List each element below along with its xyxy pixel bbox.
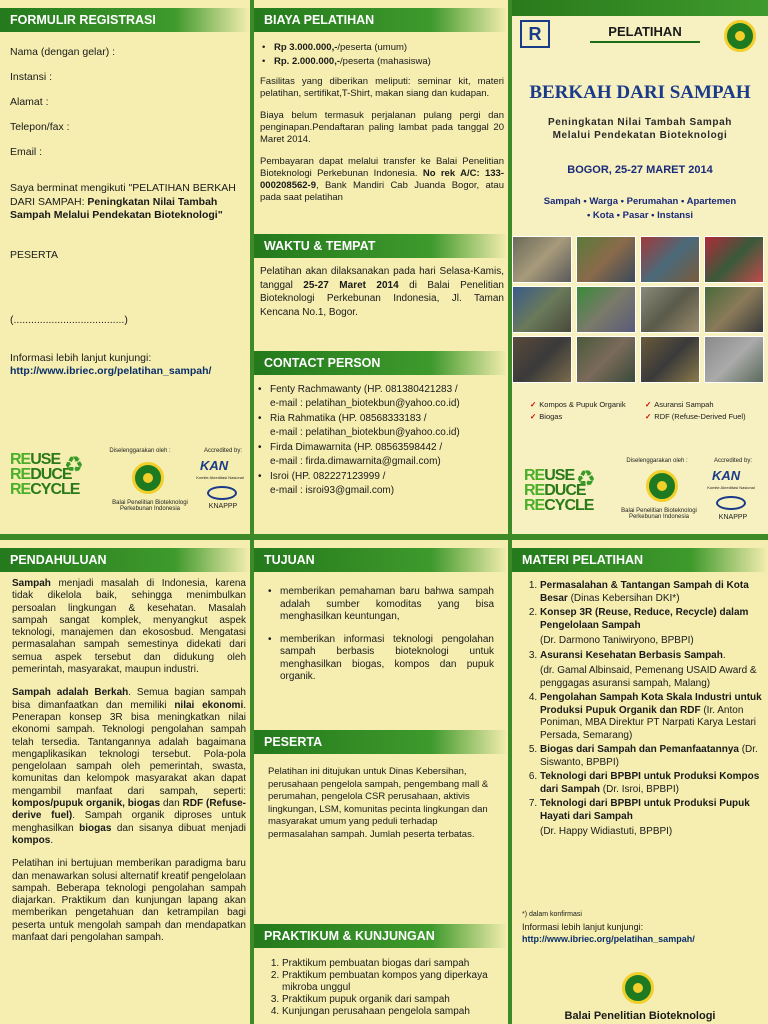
fees-exclusions: Biaya belum termasuk perjalanan pulang pergi dan penginapan.Pendaftaran paling lambat pada tanggal 20 Maret 2014. <box>260 110 504 145</box>
product-item: ✓ Biogas <box>530 412 563 421</box>
kan-subtitle: Komite Akreditasi Nasional <box>196 475 244 480</box>
product-item: ✓ Kompos & Pupuk Organik <box>530 400 626 409</box>
bppbi-name: Balai Penelitian Bioteknologi Perkebunan Indonesia <box>621 508 697 520</box>
contact-item: • Firda Dimawarnita (HP. 08563598442 / e-mail : firda.dimawarnita@gmail.com) <box>256 441 506 468</box>
fee-item-umum: • Rp 3.000.000,-/peserta (umum) <box>260 42 504 54</box>
contact-item: • Isroi (HP. 082227123999 / e-mail : isroi93@gmail.com) <box>256 470 506 497</box>
intro-body <box>12 578 246 944</box>
fold-divider-left <box>250 0 254 1024</box>
waste-photo <box>640 236 700 283</box>
peserta-label: PESERTA <box>10 248 59 261</box>
participants-header: PESERTA <box>254 730 508 754</box>
waste-photo <box>640 286 700 333</box>
goals-header: TUJUAN <box>254 548 508 572</box>
ppk-logo-icon: R <box>520 20 550 48</box>
reuse-reduce-recycle-logo: REUSE REDUCE RECYCLE <box>10 451 80 498</box>
materials-header: MATERI PELATIHAN <box>512 548 768 572</box>
field-instansi-label: Instansi : <box>10 71 53 83</box>
accredited-by-label: Accredited by: <box>713 458 753 464</box>
goal-item: • memberikan informasi teknologi pengolahan sampah berbasis bioteknologi untuk menghasilkan biogas, kompos dan pupuk organik. <box>266 634 494 684</box>
waste-photo <box>576 236 636 283</box>
fee-list <box>260 42 504 68</box>
knappp-emblem-icon <box>207 486 237 500</box>
kan-logo: KAN <box>712 468 741 483</box>
cover-title: BERKAH DARI SAMPAH <box>529 82 751 103</box>
bppbi-seal-icon <box>646 470 678 502</box>
material-item: 3. Asuransi Kesehatan Berbasis Sampah. (dr. Gamal Albinsaid, Pemenang USAID Award & penggagas asuransi sampah, Malang) <box>540 650 762 691</box>
registration-form <box>10 46 246 379</box>
contact-item: • Ria Rahmatika (HP. 08568333183 / e-mail : pelatihan_biotekbun@yahoo.co.id) <box>256 412 506 439</box>
materials-info: Informasi lebih lanjut kunjungi: http://www.ibriec.org/pelatihan_sampah/ <box>522 922 695 944</box>
goal-item: • memberikan pemahaman baru bahwa sampah adalah sumber komoditas yang bisa menghasilkan keuntungan, <box>266 586 494 624</box>
knappp-label: KNAPPP <box>718 514 748 521</box>
waste-photo <box>704 336 764 383</box>
organized-by-label: Diselenggarakan oleh : <box>109 448 171 454</box>
kan-subtitle: Komite Akreditasi Nasional <box>707 485 755 490</box>
material-item: 7. Teknologi dari BPBPI untuk Produksi Pupuk Hayati dari Sampah (Dr. Happy Widiastuti, BPBPI) <box>540 798 762 839</box>
bppbi-name: Balai Penelitian Bioteknologi Perkebunan Indonesia <box>112 500 188 512</box>
fold-divider-horizontal <box>0 534 768 540</box>
waste-photo <box>704 286 764 333</box>
recycle-icon: ♻ <box>64 452 84 477</box>
fee-item-mahasiswa: • Rp. 2.000.000,-/peserta (mahasiswa) <box>260 56 504 68</box>
practicum-list <box>264 958 494 1018</box>
waste-photo <box>576 286 636 333</box>
cover-top-bar <box>512 0 768 16</box>
info-link[interactable]: http://www.ibriec.org/pelatihan_sampah/ <box>10 365 212 377</box>
waste-photo <box>640 336 700 383</box>
field-telepon-label: Telepon/fax : <box>10 121 70 133</box>
confirmation-note: *) dalam konfirmasi <box>522 911 582 918</box>
contact-list <box>256 383 506 499</box>
signature-line: (......................................) <box>10 314 128 326</box>
practicum-item: 4. Kunjungan perusahaan pengelola sampah <box>282 1006 494 1018</box>
bppbi-seal-icon <box>132 462 164 494</box>
practicum-item: 1. Praktikum pembuatan biogas dari sampah <box>282 958 494 970</box>
reuse-reduce-recycle-logo: REUSE REDUCE RECYCLE <box>524 467 594 514</box>
waste-photo <box>576 336 636 383</box>
materials-info-link[interactable]: http://www.ibriec.org/pelatihan_sampah/ <box>522 934 695 944</box>
cover-subtitle: Peningkatan Nilai Tambah Sampah Melalui Pendekatan Bioteknologi <box>547 117 732 141</box>
goals-list <box>266 586 494 686</box>
material-item: 5. Biogas dari Sampah dan Pemanfaatannya (Dr. Siswanto, BPBPI) <box>540 744 762 769</box>
fees-payment: Pembayaran dapat melalui transfer ke Balai Penelitian Bioteknologi Perkebunan Indonesia. No rek A/C: 133-000208562-9, Bank Mandiri Cab Juanda Bogor, atau pada saat pelatihan <box>260 156 504 203</box>
waste-photo <box>512 286 572 333</box>
cover-date: BOGOR, 25-27 MARET 2014 <box>567 164 713 176</box>
practicum-header: PRAKTIKUM & KUNJUNGAN <box>254 924 508 948</box>
kan-logo: KAN <box>200 458 229 473</box>
product-item: ✓ Asuransi Sampah <box>645 400 714 409</box>
organized-by-label: Diselenggarakan oleh : <box>626 458 688 464</box>
waste-photo <box>512 336 572 383</box>
fees-body <box>260 42 504 204</box>
check-icon: ✓ <box>645 412 652 421</box>
participants-body: Pelatihan ini ditujukan untuk Dinas Kebersihan, perusahaan pengelola sampah, pengembang mall & perumahan, pengelola CSR perusahaan, aktivis lingkungan, LSM, komunitas pecinta lingkungan dan masyarakat umum yang peduli terhadap permasalahan sampah. Jumlah peserta terbatas. <box>268 766 489 840</box>
check-icon: ✓ <box>645 400 652 409</box>
field-alamat-label: Alamat : <box>10 96 49 108</box>
footer-institution: Balai Penelitian Bioteknologi <box>564 1010 716 1022</box>
venue-header: WAKTU & TEMPAT <box>254 234 508 258</box>
material-item: 2. Konsep 3R (Reuse, Reduce, Recycle) dalam Pengelolaan Sampah (Dr. Darmono Taniwiryono, BPBPI) <box>540 607 762 648</box>
fees-header: BIAYA PELATIHAN <box>254 8 508 32</box>
practicum-item: 2. Praktikum pembuatan kompos yang diperkaya mikroba unggul <box>282 970 494 994</box>
contact-item: • Fenty Rachmawanty (HP. 081380421283 / e-mail : pelatihan_biotekbun@yahoo.co.id) <box>256 383 506 410</box>
bppbi-seal-icon <box>622 972 654 1004</box>
materials-list <box>522 580 762 841</box>
intro-paragraph-3: Pelatihan ini bertujuan memberikan paradigma baru dan menawarkan solusi alternatif kreatif pengelolaan sampah. Beberapa teknologi pengolahan sampah diajarkan. Praktikum dan kunjungan lapang akan memberikan pengetahuan dan ketrampilan bagi peserta untuk mengolah sampah dan mendapatkan manfaat dari pengolahan sampah. <box>12 858 246 944</box>
venue-body: Pelatihan akan dilaksanakan pada hari Selasa-Kamis, tanggal 25-27 Maret 2014 di Balai Penelitian Bioteknologi Perkebunan Indonesia, Jl. Taman Kencana No.1, Bogor. <box>260 266 504 318</box>
material-item: 4. Pengolahan Sampah Kota Skala Industri untuk Produksi Pupuk Organik dan RDF (Ir. Anton Poniman, MBA Direktur PT Narpati Karya Lestari Persada, Semarang) <box>540 692 762 742</box>
waste-photo <box>512 236 572 283</box>
check-icon: ✓ <box>530 400 537 409</box>
intro-header: PENDAHULUAN <box>0 548 250 572</box>
info-label: Informasi lebih lanjut kunjungi: <box>10 351 152 364</box>
practicum-item: 3. Praktikum pupuk organik dari sampah <box>282 994 494 1006</box>
pelatihan-label: PELATIHAN <box>590 24 700 43</box>
field-email-label: Email : <box>10 146 43 158</box>
knappp-label: KNAPPP <box>208 503 238 510</box>
waste-photo <box>704 236 764 283</box>
field-name-label: Nama (dengan gelar) : <box>10 46 116 58</box>
registration-header: FORMULIR REGISTRASI <box>0 8 250 32</box>
intro-paragraph-1: Sampah menjadi masalah di Indonesia, karena tidak dikelola baik, sehingga menimbulkan persoalan lingkungan & kesehatan. Masalah sampah sangat komplek, menyangkut aspek teknologi, manajemen dan ekososbud. Mengatasi permasalahan sampah semestinya didekati dari semua aspek tersebut dan didukung oleh pemerintah, masyarakat, maupun industri. <box>12 578 246 676</box>
contact-header: CONTACT PERSON <box>254 351 508 375</box>
material-item: 1. Permasalahan & Tantangan Sampah di Kota Besar (Dinas Kebersihan DKI*) <box>540 580 762 605</box>
bppbi-seal-icon <box>724 20 756 52</box>
check-icon: ✓ <box>530 412 537 421</box>
product-item: ✓ RDF (Refuse-Derived Fuel) <box>645 412 746 421</box>
interest-statement: Saya berminat mengikuti "PELATIHAN BERKAH DARI SAMPAH: Peningkatan Nilai Tambah Sampah Melalui Pendekatan Bioteknologi" <box>10 182 236 221</box>
accredited-by-label: Accredited by: <box>203 448 243 454</box>
recycle-icon: ♻ <box>576 466 596 491</box>
fees-facilities: Fasilitas yang diberikan meliputi: seminar kit, materi pelatihan, sertifikat,T-Shirt, makan siang dan kudapan. <box>260 76 504 99</box>
material-item: 6. Teknologi dari BPBPI untuk Produksi Kompos dari Sampah (Dr. Isroi, BPBPI) <box>540 771 762 796</box>
product-list <box>530 399 760 423</box>
knappp-emblem-icon <box>716 496 746 510</box>
intro-paragraph-2: Sampah adalah Berkah. Semua bagian sampah bisa dimanfaatkan dan memiliki nilai ekonomi. Penerapan konsep 3R bisa meningkatkan nilai ekonomi sampah. Teknologi pengolahan sampah telah tersedia. Tantangannya adalah bagaimana mengaplikasikan teknologi tersebut. Pola-pola pengelolaan sampah oleh pemerintah, swasta, komunitas dan kelompok masyarakat akan dapat mengambil manfaat dari sampah, seperti: kompos/pupuk organik, biogas dan RDF (Refuse-derive fuel). Sampah organik diproses untuk menghasilkan biogas dan sisanya dibuat menjadi kompos. <box>12 687 247 846</box>
cover-targets: Sampah • Warga • Perumahan • Apartemen • Kota • Pasar • Instansi <box>543 196 737 221</box>
